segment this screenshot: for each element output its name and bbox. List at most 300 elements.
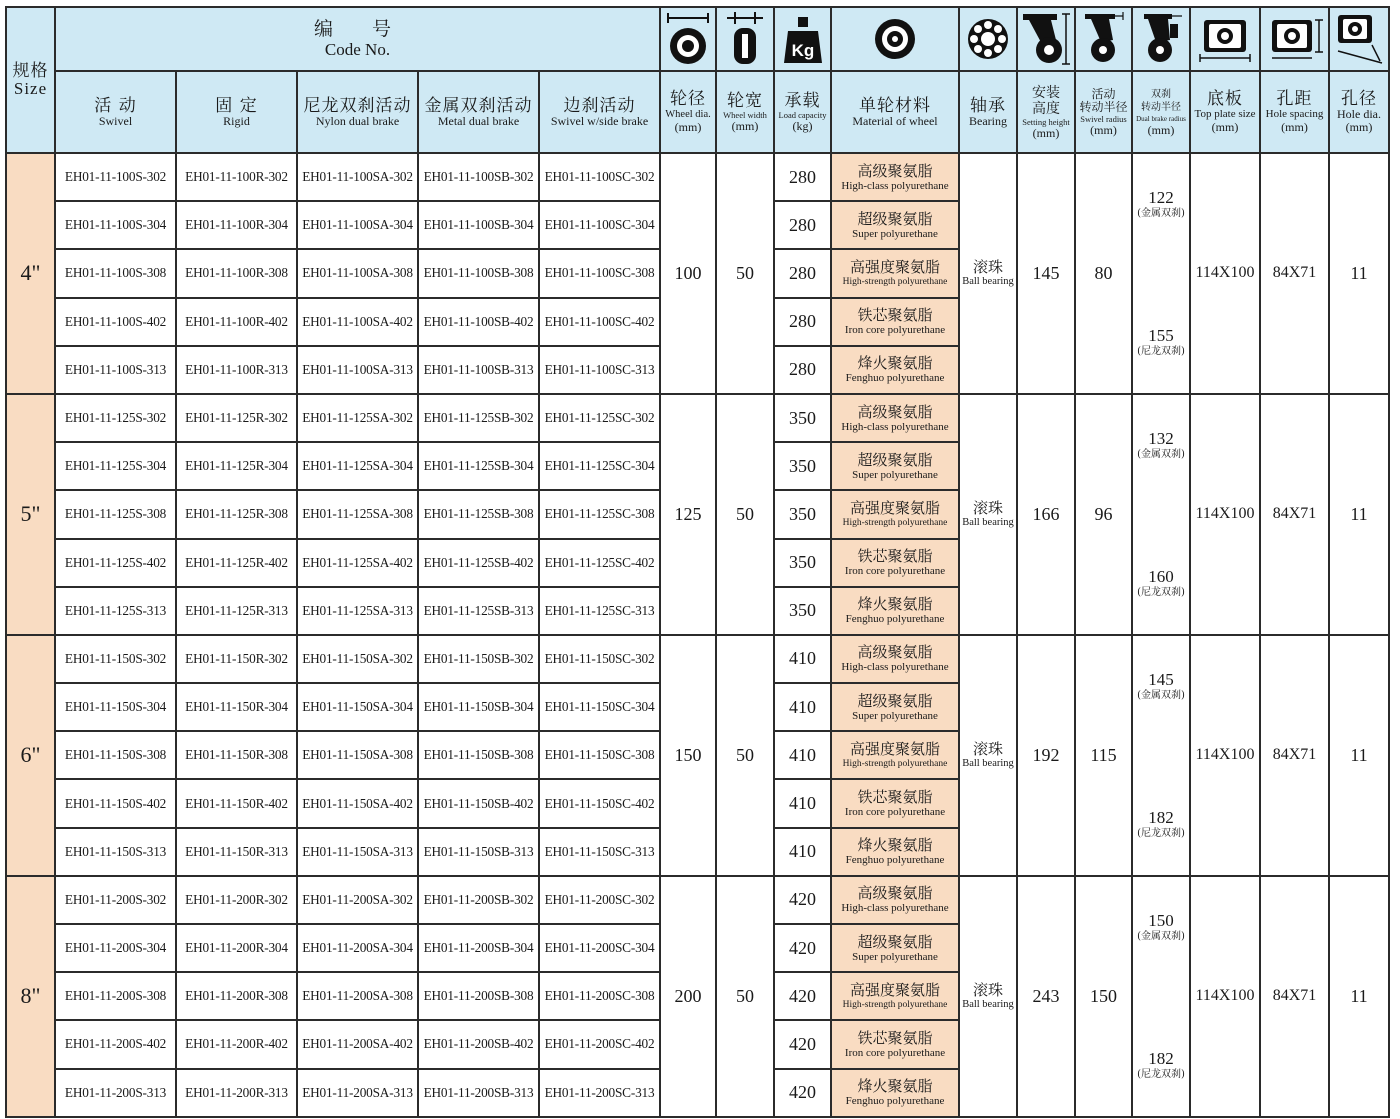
code-cell: EH01-11-125SB-304	[418, 442, 539, 490]
ball-bearing-icon	[965, 16, 1011, 62]
code-cell: EH01-11-125SA-304	[297, 442, 418, 490]
dual-metal-block	[1137, 670, 1185, 702]
code-cell: EH01-11-150SA-308	[297, 731, 418, 779]
load-cell: 350	[774, 442, 831, 490]
load-cell: 420	[774, 1069, 831, 1117]
code-cell: EH01-11-125S-313	[55, 587, 176, 635]
code-cell: EH01-11-150SB-402	[418, 779, 539, 827]
code-cell: EH01-11-200SC-313	[539, 1069, 660, 1117]
code-cell: EH01-11-200SC-402	[539, 1020, 660, 1068]
bearing-cn: 滚珠	[972, 740, 1003, 759]
material-en: High-class polyurethane	[841, 420, 949, 433]
code-cell: EH01-11-100SB-313	[418, 346, 539, 394]
col-load: 承载 Load capacity (kg)	[774, 71, 831, 153]
wheel-width-cell: 50	[716, 876, 774, 1117]
material-en: High-class polyurethane	[841, 902, 949, 915]
bearing-icon-cell	[959, 7, 1017, 71]
bearing-en: Ball bearing	[962, 758, 1014, 770]
material-cn: 超级聚氨脂	[857, 209, 933, 228]
bearing-cell	[959, 394, 1017, 635]
load-cell: 280	[774, 346, 831, 394]
col-rigid: 固 定 Rigid	[176, 71, 297, 153]
dual-radius-values	[1133, 911, 1189, 1081]
code-cell: EH01-11-100SC-302	[539, 153, 660, 201]
dual-metal-value: 132	[1148, 429, 1174, 449]
setting-height-cell: 145	[1017, 153, 1075, 394]
load-cell: 410	[774, 779, 831, 827]
code-cell: EH01-11-125SC-402	[539, 539, 660, 587]
code-cell: EH01-11-200R-302	[176, 876, 297, 924]
dual-radius-cell	[1132, 635, 1190, 876]
code-cell: EH01-11-200SB-302	[418, 876, 539, 924]
material-cn: 高强度聚氨脂	[849, 257, 940, 276]
code-cell: EH01-11-200SA-304	[297, 924, 418, 972]
code-cell: EH01-11-125SA-313	[297, 587, 418, 635]
code-cell: EH01-11-100S-304	[55, 201, 176, 249]
code-cell: EH01-11-125SB-302	[418, 394, 539, 442]
dual-metal-value: 145	[1148, 670, 1174, 690]
code-cell: EH01-11-100SC-308	[539, 249, 660, 297]
load-cell: 420	[774, 972, 831, 1020]
material-cn: 超级聚氨脂	[857, 450, 933, 469]
size-cell: 4"	[6, 153, 55, 394]
code-cell: EH01-11-100SA-304	[297, 201, 418, 249]
dual-radius-icon-cell	[1132, 7, 1190, 71]
material-en: High-strength polyurethane	[842, 517, 948, 528]
code-cell: EH01-11-150SC-304	[539, 683, 660, 731]
size-header-en: Size	[13, 79, 48, 98]
table-row	[6, 635, 1389, 683]
code-cell: EH01-11-150SB-302	[418, 635, 539, 683]
material-cn: 铁芯聚氨脂	[857, 306, 933, 325]
material-icon-cell	[831, 7, 959, 71]
code-cell: EH01-11-150S-302	[55, 635, 176, 683]
dual-metal-block	[1137, 188, 1185, 220]
code-cell: EH01-11-125SC-313	[539, 587, 660, 635]
material-cell	[831, 394, 959, 442]
material-en: Iron core polyurethane	[844, 806, 946, 819]
dual-radius-values	[1133, 670, 1189, 840]
code-cell: EH01-11-100S-302	[55, 153, 176, 201]
col-metal-dual-brake: 金属双刹活动 Metal dual brake	[418, 71, 539, 153]
load-cell: 420	[774, 1020, 831, 1068]
load-cell: 350	[774, 394, 831, 442]
material-cell	[831, 683, 959, 731]
caster-height-icon	[1019, 10, 1073, 68]
code-cell: EH01-11-100R-308	[176, 249, 297, 297]
code-cell: EH01-11-200SB-308	[418, 972, 539, 1020]
material-cell	[831, 972, 959, 1020]
code-cell: EH01-11-150SA-304	[297, 683, 418, 731]
hole-diameter-icon	[1332, 11, 1386, 67]
setting-height-cell: 243	[1017, 876, 1075, 1117]
code-cell: EH01-11-200SB-402	[418, 1020, 539, 1068]
code-cell: EH01-11-200SA-313	[297, 1069, 418, 1117]
setting-height-cell: 166	[1017, 394, 1075, 635]
material-en: Super polyurethane	[852, 468, 938, 481]
code-cell: EH01-11-100S-308	[55, 249, 176, 297]
material-en: High-strength polyurethane	[842, 999, 948, 1010]
material-en: High-strength polyurethane	[842, 276, 948, 287]
material-cn: 高强度聚氨脂	[849, 980, 940, 999]
hole-spacing-cell: 84X71	[1260, 394, 1329, 635]
hole-spacing-cell: 84X71	[1260, 635, 1329, 876]
kg-weight-icon	[780, 11, 826, 67]
code-cell: EH01-11-150SA-402	[297, 779, 418, 827]
wheel-dia-cell: 100	[660, 153, 716, 394]
code-cell: EH01-11-125SC-304	[539, 442, 660, 490]
table-row	[6, 153, 1389, 201]
swivel-radius-cell: 115	[1075, 635, 1132, 876]
code-cell: EH01-11-200SA-402	[297, 1020, 418, 1068]
col-hole-dia: 孔径 Hole dia. (mm)	[1329, 71, 1389, 153]
material-cell	[831, 346, 959, 394]
dual-nylon-block	[1137, 326, 1185, 358]
dual-nylon-note: (尼龙双刹)	[1137, 587, 1185, 599]
bearing-cell	[959, 876, 1017, 1117]
col-hole-spacing: 孔距 Hole spacing (mm)	[1260, 71, 1329, 153]
size-cell: 8"	[6, 876, 55, 1117]
dual-nylon-block	[1137, 808, 1185, 840]
bearing-cn: 滚珠	[972, 981, 1003, 1000]
bearing-en: Ball bearing	[962, 276, 1014, 288]
material-cn: 超级聚氨脂	[857, 932, 933, 951]
material-cell	[831, 635, 959, 683]
col-bearing: 轴承 Bearing	[959, 71, 1017, 153]
dual-radius-values	[1133, 429, 1189, 599]
code-cell: EH01-11-150SC-402	[539, 779, 660, 827]
code-cell: EH01-11-100R-302	[176, 153, 297, 201]
dual-nylon-block	[1137, 567, 1185, 599]
col-top-plate: 底板 Top plate size (mm)	[1190, 71, 1260, 153]
code-cell: EH01-11-150SB-308	[418, 731, 539, 779]
code-cell: EH01-11-150R-308	[176, 731, 297, 779]
top-plate-cell: 114X100	[1190, 876, 1260, 1117]
code-cell: EH01-11-100SB-308	[418, 249, 539, 297]
code-cell: EH01-11-125R-402	[176, 539, 297, 587]
bearing-en: Ball bearing	[962, 517, 1014, 529]
wheel-dia-cell: 150	[660, 635, 716, 876]
load-cell: 410	[774, 683, 831, 731]
material-en: High-class polyurethane	[841, 661, 949, 674]
dual-nylon-block	[1137, 1049, 1185, 1081]
table-row	[6, 876, 1389, 924]
load-cell: 350	[774, 539, 831, 587]
material-cell	[831, 587, 959, 635]
material-en: Fenghuo polyurethane	[845, 854, 945, 867]
code-cell: EH01-11-150SB-313	[418, 828, 539, 876]
code-cell: EH01-11-200SC-302	[539, 876, 660, 924]
dual-nylon-note: (尼龙双刹)	[1137, 1069, 1185, 1081]
code-cell: EH01-11-200S-302	[55, 876, 176, 924]
dual-nylon-note: (尼龙双刹)	[1137, 828, 1185, 840]
wheel-width-icon-cell	[716, 7, 774, 71]
bearing-en: Ball bearing	[962, 999, 1014, 1011]
code-cell: EH01-11-150SB-304	[418, 683, 539, 731]
material-en: Super polyurethane	[852, 950, 938, 963]
code-cell: EH01-11-200R-304	[176, 924, 297, 972]
load-cell: 410	[774, 635, 831, 683]
code-cell: EH01-11-150SC-308	[539, 731, 660, 779]
code-cell: EH01-11-125SB-308	[418, 490, 539, 538]
wheel-width-icon	[721, 10, 769, 68]
dual-radius-cell	[1132, 876, 1190, 1117]
dual-nylon-value: 155	[1148, 326, 1174, 346]
load-cell: 420	[774, 876, 831, 924]
spec-sheet	[5, 6, 1390, 1118]
wheel-width-cell: 50	[716, 635, 774, 876]
hole-dia-cell: 11	[1329, 394, 1389, 635]
code-cell: EH01-11-100SC-402	[539, 298, 660, 346]
col-nylon-dual-brake: 尼龙双刹活动 Nylon dual brake	[297, 71, 418, 153]
code-cell: EH01-11-200S-308	[55, 972, 176, 1020]
material-en: Iron core polyurethane	[844, 1046, 946, 1059]
material-en: High-strength polyurethane	[842, 758, 948, 769]
code-cell: EH01-11-100R-313	[176, 346, 297, 394]
material-cell	[831, 249, 959, 297]
code-cell: EH01-11-100SB-304	[418, 201, 539, 249]
load-cell: 280	[774, 153, 831, 201]
material-cell	[831, 828, 959, 876]
material-cn: 铁芯聚氨脂	[857, 1028, 933, 1047]
wheel-width-cell: 50	[716, 153, 774, 394]
code-cell: EH01-11-100SA-402	[297, 298, 418, 346]
top-plate-icon-cell	[1190, 7, 1260, 71]
bearing-cn: 滚珠	[972, 499, 1003, 518]
load-cell: 280	[774, 298, 831, 346]
load-cell: 410	[774, 828, 831, 876]
code-cell: EH01-11-125R-304	[176, 442, 297, 490]
material-cn: 烽火聚氨脂	[857, 595, 933, 614]
code-cell: EH01-11-200SA-302	[297, 876, 418, 924]
code-cell: EH01-11-125SB-313	[418, 587, 539, 635]
code-cell: EH01-11-150S-313	[55, 828, 176, 876]
code-cell: EH01-11-125R-313	[176, 587, 297, 635]
swivel-radius-cell: 96	[1075, 394, 1132, 635]
dual-metal-note: (金属双刹)	[1137, 208, 1185, 220]
size-header	[6, 7, 55, 153]
material-en: High-class polyurethane	[841, 179, 949, 192]
setting-height-cell: 192	[1017, 635, 1075, 876]
code-cell: EH01-11-125S-304	[55, 442, 176, 490]
material-cell	[831, 779, 959, 827]
material-cn: 高级聚氨脂	[857, 643, 933, 662]
code-cell: EH01-11-150SA-313	[297, 828, 418, 876]
dual-nylon-value: 182	[1148, 808, 1174, 828]
code-cell: EH01-11-125R-308	[176, 490, 297, 538]
col-wheel-dia: 轮径 Wheel dia. (mm)	[660, 71, 716, 153]
hole-dia-cell: 11	[1329, 876, 1389, 1117]
material-cell	[831, 539, 959, 587]
code-cell: EH01-11-100S-313	[55, 346, 176, 394]
swivel-radius-icon-cell	[1075, 7, 1132, 71]
material-cn: 高强度聚氨脂	[849, 739, 940, 758]
material-cn: 烽火聚氨脂	[857, 354, 933, 373]
top-plate-cell: 114X100	[1190, 635, 1260, 876]
dual-brake-radius-icon	[1136, 10, 1186, 68]
code-cell: EH01-11-125SB-402	[418, 539, 539, 587]
hole-dia-cell: 11	[1329, 635, 1389, 876]
material-cn: 烽火聚氨脂	[857, 1077, 933, 1096]
code-cell: EH01-11-150R-302	[176, 635, 297, 683]
dual-metal-note: (金属双刹)	[1137, 690, 1185, 702]
col-swivel-radius: 活动 转动半径 Swivel radius (mm)	[1075, 71, 1132, 153]
material-cell	[831, 201, 959, 249]
code-cell: EH01-11-100SA-308	[297, 249, 418, 297]
dual-metal-value: 150	[1148, 911, 1174, 931]
code-cell: EH01-11-200SB-313	[418, 1069, 539, 1117]
col-setting-height: 安装 高度 Setting height (mm)	[1017, 71, 1075, 153]
code-cell: EH01-11-125S-402	[55, 539, 176, 587]
setting-height-icon-cell	[1017, 7, 1075, 71]
dual-radius-values	[1133, 188, 1189, 358]
code-cell: EH01-11-100R-304	[176, 201, 297, 249]
material-cn: 高强度聚氨脂	[849, 498, 940, 517]
code-cell: EH01-11-125S-302	[55, 394, 176, 442]
code-cell: EH01-11-125SA-302	[297, 394, 418, 442]
dual-metal-note: (金属双刹)	[1137, 449, 1185, 461]
load-cell: 280	[774, 201, 831, 249]
code-cell: EH01-11-150R-402	[176, 779, 297, 827]
swivel-radius-icon	[1079, 10, 1129, 68]
code-cell: EH01-11-200SA-308	[297, 972, 418, 1020]
material-cell	[831, 1020, 959, 1068]
material-en: Iron core polyurethane	[844, 565, 946, 578]
table-row	[6, 394, 1389, 442]
material-cell	[831, 731, 959, 779]
load-cell: 350	[774, 587, 831, 635]
wheel-width-cell: 50	[716, 394, 774, 635]
code-cell: EH01-11-125S-308	[55, 490, 176, 538]
dual-nylon-value: 182	[1148, 1049, 1174, 1069]
wheel-material-icon	[871, 15, 919, 63]
code-cell: EH01-11-150R-304	[176, 683, 297, 731]
col-swivel: 活 动 Swivel	[55, 71, 176, 153]
code-cell: EH01-11-150SC-313	[539, 828, 660, 876]
wheel-dia-cell: 200	[660, 876, 716, 1117]
material-en: Fenghuo polyurethane	[845, 372, 945, 385]
code-cell: EH01-11-150SA-302	[297, 635, 418, 683]
material-en: Fenghuo polyurethane	[845, 1095, 945, 1108]
code-header	[55, 7, 660, 71]
code-cell: EH01-11-200R-313	[176, 1069, 297, 1117]
code-cell: EH01-11-100SB-402	[418, 298, 539, 346]
col-wheel-width: 轮宽 Wheel width (mm)	[716, 71, 774, 153]
hole-dia-icon-cell	[1329, 7, 1389, 71]
code-cell: EH01-11-200S-402	[55, 1020, 176, 1068]
dual-metal-block	[1137, 429, 1185, 461]
dual-metal-block	[1137, 911, 1185, 943]
dual-radius-cell	[1132, 394, 1190, 635]
material-en: Super polyurethane	[852, 227, 938, 240]
top-plate-icon	[1194, 14, 1256, 64]
svg-text:Kg: Kg	[791, 41, 814, 60]
code-cell: EH01-11-100SC-304	[539, 201, 660, 249]
code-cell: EH01-11-100SA-313	[297, 346, 418, 394]
caster-spec-table	[5, 6, 1390, 1118]
material-cell	[831, 298, 959, 346]
material-cn: 高级聚氨脂	[857, 884, 933, 903]
code-cell: EH01-11-200R-402	[176, 1020, 297, 1068]
load-icon-cell	[774, 7, 831, 71]
material-cell	[831, 490, 959, 538]
load-cell: 410	[774, 731, 831, 779]
wheel-dia-cell: 125	[660, 394, 716, 635]
code-cell: EH01-11-100SA-302	[297, 153, 418, 201]
code-cell: EH01-11-125SC-308	[539, 490, 660, 538]
code-cell: EH01-11-200SC-308	[539, 972, 660, 1020]
spec-table-body	[6, 153, 1389, 1117]
hole-spacing-icon	[1264, 14, 1326, 64]
top-plate-cell: 114X100	[1190, 394, 1260, 635]
code-cell: EH01-11-200S-304	[55, 924, 176, 972]
material-cell	[831, 876, 959, 924]
material-cn: 高级聚氨脂	[857, 402, 933, 421]
material-cell	[831, 1069, 959, 1117]
code-cell: EH01-11-200SC-304	[539, 924, 660, 972]
bearing-cn: 滚珠	[972, 258, 1003, 277]
material-cn: 高级聚氨脂	[857, 161, 933, 180]
code-cell: EH01-11-125SA-308	[297, 490, 418, 538]
material-cell	[831, 924, 959, 972]
material-cn: 铁芯聚氨脂	[857, 547, 933, 566]
size-cell: 6"	[6, 635, 55, 876]
code-cell: EH01-11-125SC-302	[539, 394, 660, 442]
dual-nylon-note: (尼龙双刹)	[1137, 346, 1185, 358]
code-cell: EH01-11-150S-402	[55, 779, 176, 827]
hole-spacing-cell: 84X71	[1260, 153, 1329, 394]
material-cell	[831, 442, 959, 490]
material-cn: 超级聚氨脂	[857, 691, 933, 710]
load-cell: 280	[774, 249, 831, 297]
code-cell: EH01-11-150SC-302	[539, 635, 660, 683]
dual-radius-cell	[1132, 153, 1190, 394]
code-cell: EH01-11-200S-313	[55, 1069, 176, 1117]
col-dual-radius: 双刹 转动半径 Dual brake radius (mm)	[1132, 71, 1190, 153]
code-header-cn: 编 号	[313, 18, 401, 40]
load-cell: 350	[774, 490, 831, 538]
col-side-brake: 边刹活动 Swivel w/side brake	[539, 71, 660, 153]
hole-dia-cell: 11	[1329, 153, 1389, 394]
dual-metal-note: (金属双刹)	[1137, 931, 1185, 943]
load-cell: 420	[774, 924, 831, 972]
code-cell: EH01-11-125SA-402	[297, 539, 418, 587]
code-cell: EH01-11-100S-402	[55, 298, 176, 346]
bearing-cell	[959, 635, 1017, 876]
material-en: Super polyurethane	[852, 709, 938, 722]
top-plate-cell: 114X100	[1190, 153, 1260, 394]
code-cell: EH01-11-150R-313	[176, 828, 297, 876]
size-header-cn: 规格	[12, 61, 49, 81]
swivel-radius-cell: 150	[1075, 876, 1132, 1117]
material-cell	[831, 153, 959, 201]
code-cell: EH01-11-200SB-304	[418, 924, 539, 972]
wheel-dia-icon-cell	[660, 7, 716, 71]
code-header-en: Code No.	[324, 40, 391, 59]
code-cell: EH01-11-100SB-302	[418, 153, 539, 201]
code-cell: EH01-11-125R-302	[176, 394, 297, 442]
hole-spacing-cell: 84X71	[1260, 876, 1329, 1117]
material-cn: 铁芯聚氨脂	[857, 788, 933, 807]
code-cell: EH01-11-150S-308	[55, 731, 176, 779]
material-en: Fenghuo polyurethane	[845, 613, 945, 626]
dual-metal-value: 122	[1148, 188, 1174, 208]
swivel-radius-cell: 80	[1075, 153, 1132, 394]
code-cell: EH01-11-150S-304	[55, 683, 176, 731]
bearing-cell	[959, 153, 1017, 394]
code-cell: EH01-11-100R-402	[176, 298, 297, 346]
wheel-diameter-icon	[664, 10, 712, 68]
